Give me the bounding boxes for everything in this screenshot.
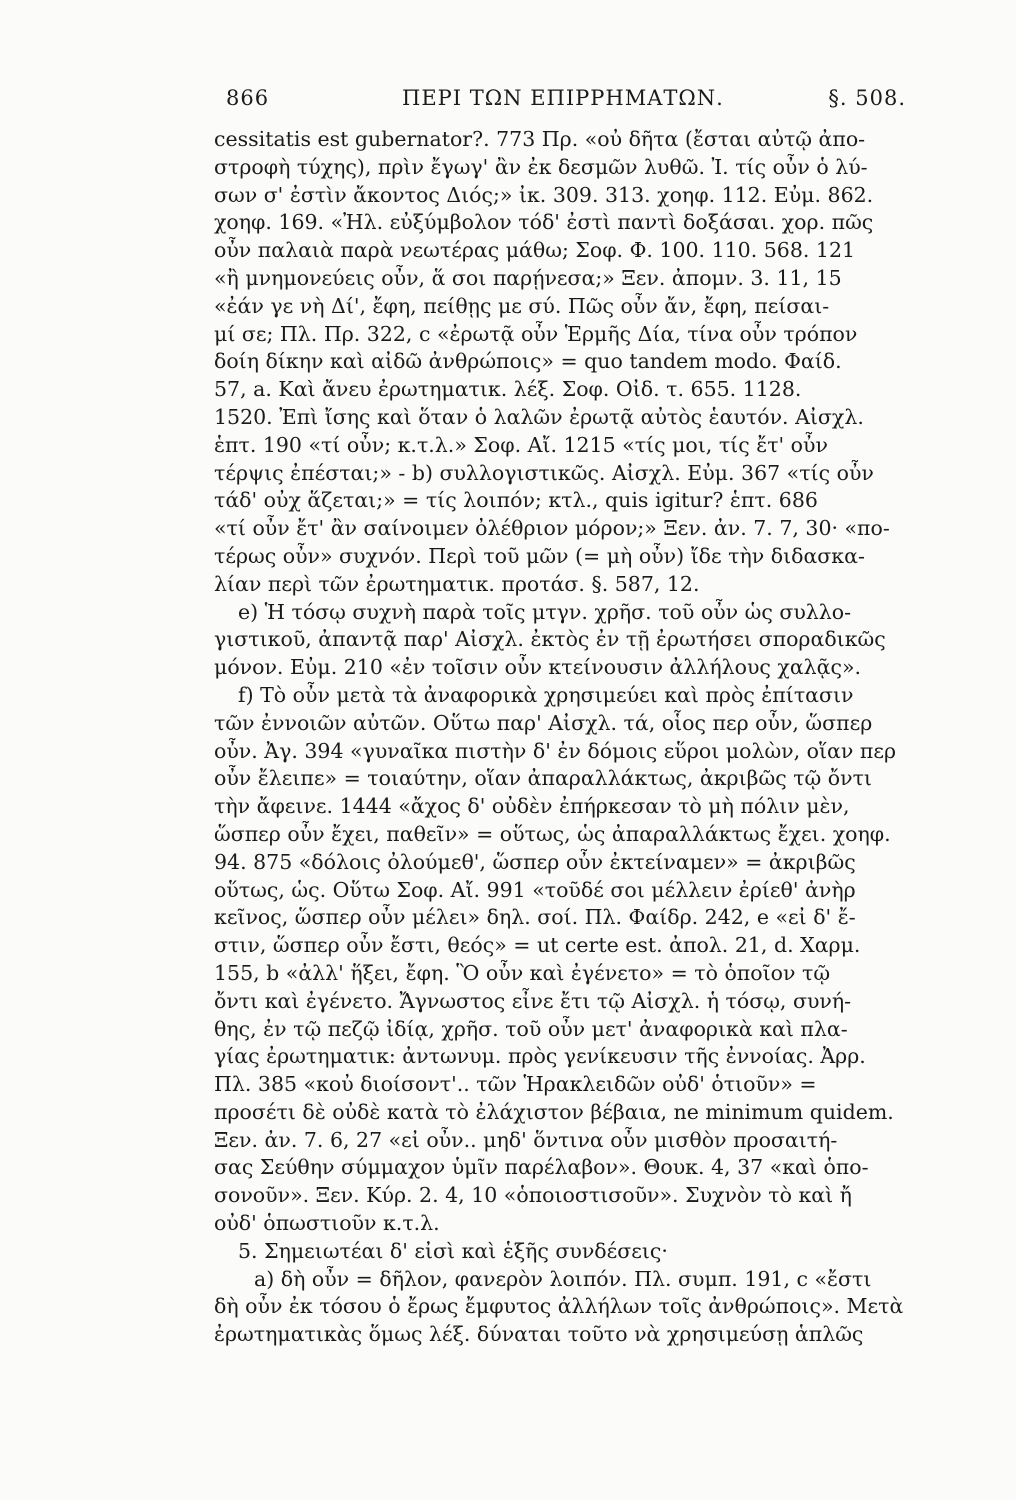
paragraph-a-start: a) δὴ οὖν = δῆλον, φανερὸν λοιπόν. Πλ. συμπ. 191, c «ἔστι: [254, 1266, 872, 1291]
text-line: γίας ἐρωτηματικ: ἀντωνυμ. πρὸς γενίκευσιν τῆς ἐννοίας. Ἀρρ.: [214, 1044, 866, 1069]
text-line: στιν, ὥσπερ οὖν ἔστι, θεός» = ut certe est. ἀπολ. 21, d. Χαρμ.: [214, 933, 861, 958]
text-line: Πλ. 385 «κοὐ διοίσοντ'.. τῶν Ἡρακλειδῶν οὐδ' ὁτιοῦν» =: [214, 1072, 817, 1097]
text-line: σων σ' ἐστὶν ἄκοντος Διός;» ἰκ. 309. 313. χοηφ. 112. Εὐμ. 862.: [214, 182, 874, 207]
section-number: §. 508.: [828, 86, 906, 110]
running-title: ΠΕΡΙ ΤΩΝ ΕΠΙΡΡΗΜΑΤΩΝ.: [402, 86, 724, 110]
text-line: ὥσπερ οὖν ἔχει, παθεῖν» = οὕτως, ὡς ἀπαραλλάκτως ἔχει. χοηφ.: [214, 821, 891, 846]
text-line: γιστικοῦ, ἀπαντᾷ παρ' Αἰσχλ. ἐκτὸς ἐν τῇ ἐρωτήσει σποραδικῶς: [214, 627, 886, 652]
text-line: «τί οὖν ἔτ' ἂν σαίνοιμεν ὀλέθριον μόρον;» Ξεν. ἀν. 7. 7, 30· «πο-: [214, 516, 890, 541]
text-line: κεῖνος, ὥσπερ οὖν μέλει» δηλ. σοί. Πλ. Φαίδρ. 242, e «εἰ δ' ἔ-: [214, 905, 856, 930]
text-line: 1520. Ἐπὶ ἴσης καὶ ὅταν ὁ λαλῶν ἐρωτᾷ αὐτὸς ἑαυτόν. Αἰσχλ.: [214, 404, 864, 429]
text-line: τάδ' οὐχ ἅζεται;» = τίς λοιπόν; κτλ., quis igitur? ἑπτ. 686: [214, 488, 818, 513]
text-line: οὕτως, ὡς. Οὕτω Σοφ. Αἴ. 991 «τοῦδέ σοι μέλλειν ἐρίεθ' ἀνὴρ: [214, 877, 856, 902]
page-number: 866: [226, 86, 270, 110]
text-line: cessitatis est gubernator?. 773 Πρ. «οὐ δῆτα (ἔσται αὐτῷ ἀπο-: [214, 127, 866, 151]
text-line: τὴν ἄφεινε. 1444 «ἄχος δ' οὐδὲν ἐπήρκεσαν τὸ μὴ πόλιν μὲν,: [214, 794, 850, 819]
text-line: χοηφ. 169. «Ἠλ. εὐξύμβολον τόδ' ἐστὶ παντὶ δοξάσαι. χορ. πῶς: [214, 210, 874, 235]
text-line: τῶν ἐννοιῶν αὐτῶν. Οὕτω παρ' Αἰσχλ. τά, οἷος περ οὖν, ὥσπερ: [214, 710, 873, 735]
text-line: στροφὴ τύχης), πρὶν ἔγωγ' ἂν ἐκ δεσμῶν λυθῶ. Ἰ. τίς οὖν ὁ λύ-: [214, 154, 868, 179]
text-line: σας Σεύθην σύμμαχον ὑμῖν παρέλαβον». Θουκ. 4, 37 «καὶ ὁπο-: [214, 1155, 869, 1180]
paragraph-e-start: e) Ἡ τόσῳ συχνὴ παρὰ τοῖς μτγν. χρῆσ. τοῦ οὖν ὡς συλλο-: [238, 599, 852, 624]
text-line: λίαν περὶ τῶν ἐρωτηματικ. προτάσ. §. 587, 12.: [214, 571, 700, 596]
text-line: ὄντι καὶ ἐγένετο. Ἄγνωστος εἶνε ἔτι τῷ Αἰσχλ. ἡ τόσῳ, συνή-: [214, 988, 852, 1013]
text-line: 57, a. Καὶ ἄνευ ἐρωτηματικ. λέξ. Σοφ. Οἰδ. τ. 655. 1128.: [214, 377, 802, 402]
page-header: [226, 86, 906, 122]
paragraph-5-start: 5. Σημειωτέαι δ' εἰσὶ καὶ ἑξῆς συνδέσεις·: [238, 1238, 668, 1263]
text-line: Ξεν. ἀν. 7. 6, 27 «εἰ οὖν.. μηδ' ὅντινα οὖν μισθὸν προσαιτή-: [214, 1127, 838, 1152]
text-line: τέρως οὖν» συχνόν. Περὶ τοῦ μῶν (= μὴ οὖν) ἴδε τὴν διδασκα-: [214, 543, 865, 568]
text-line: 155, b «ἀλλ' ἥξει, ἔφη. Ὃ οὖν καὶ ἐγένετο» = τὸ ὁποῖον τῷ: [214, 960, 831, 985]
text-line: οὐδ' ὁπωστιοῦν κ.τ.λ.: [214, 1211, 440, 1236]
text-line: οὖν ἔλειπε» = τοιαύτην, οἵαν ἀπαραλλάκτως, ἀκριβῶς τῷ ὄντι: [214, 766, 872, 791]
text-line: τέρψις ἐπέσται;» - b) συλλογιστικῶς. Αἰσχλ. Εὐμ. 367 «τίς οὖν: [214, 460, 874, 485]
text-line: δοίη δίκην καὶ αἰδῶ ἀνθρώποις» = quo tandem modo. Φαίδ.: [214, 349, 842, 374]
text-line: 94. 875 «δόλοις ὀλούμεθ', ὥσπερ οὖν ἐκτείναμεν» = ἀκριβῶς: [214, 849, 856, 874]
text-line: θης, ἐν τῷ πεζῷ ἰδίᾳ, χρῆσ. τοῦ οὖν μετ' ἀναφορικὰ καὶ πλα-: [214, 1016, 848, 1041]
text-line: οὖν. Ἀγ. 394 «γυναῖκα πιστὴν δ' ἐν δόμοις εὕροι μολὼν, οἵαν περ: [214, 738, 897, 763]
text-line: μόνον. Εὐμ. 210 «ἐν τοῖσιν οὖν κτείνουσιν ἀλλήλους χαλᾷς».: [214, 655, 862, 680]
text-line: ἐρωτηματικὰς ὅμως λέξ. δύναται τοῦτο νὰ χρησιμεύσῃ ἁπλῶς: [214, 1322, 864, 1347]
text-line: ἑπτ. 190 «τί οὖν; κ.τ.λ.» Σοφ. Αἴ. 1215 «τίς μοι, τίς ἔτ' οὖν: [214, 432, 828, 457]
page-body: [214, 126, 914, 1349]
text-line: «ἢ μνημονεύεις οὖν, ἅ σοι παρῄνεσα;» Ξεν. ἀπομν. 3. 11, 15: [214, 265, 842, 290]
text-line: μί σε; Πλ. Πρ. 322, c «ἐρωτᾷ οὖν Ἑρμῆς Δία, τίνα οὖν τρόπον: [214, 321, 858, 346]
text-line: οὖν παλαιὰ παρὰ νεωτέρας μάθω; Σοφ. Φ. 100. 110. 568. 121: [214, 238, 856, 263]
text-line: σονοῦν». Ξεν. Κύρ. 2. 4, 10 «ὁποιοστισοῦν». Συχνὸν τὸ καὶ ἤ: [214, 1183, 852, 1208]
text-line: «ἐάν γε νὴ Δί', ἔφη, πείθῃς με σύ. Πῶς οὖν ἄν, ἔφη, πείσαι-: [214, 293, 830, 318]
text-line: δὴ οὖν ἐκ τόσου ὁ ἔρως ἔμφυτος ἀλλήλων τοῖς ἀνθρώποις». Μετὰ: [214, 1294, 904, 1319]
text-line: προσέτι δὲ οὐδὲ κατὰ τὸ ἐλάχιστον βέβαια, ne minimum quidem.: [214, 1099, 894, 1124]
paragraph-f-start: f) Τὸ οὖν μετὰ τὰ ἀναφορικὰ χρησιμεύει καὶ πρὸς ἐπίτασιν: [238, 682, 854, 707]
